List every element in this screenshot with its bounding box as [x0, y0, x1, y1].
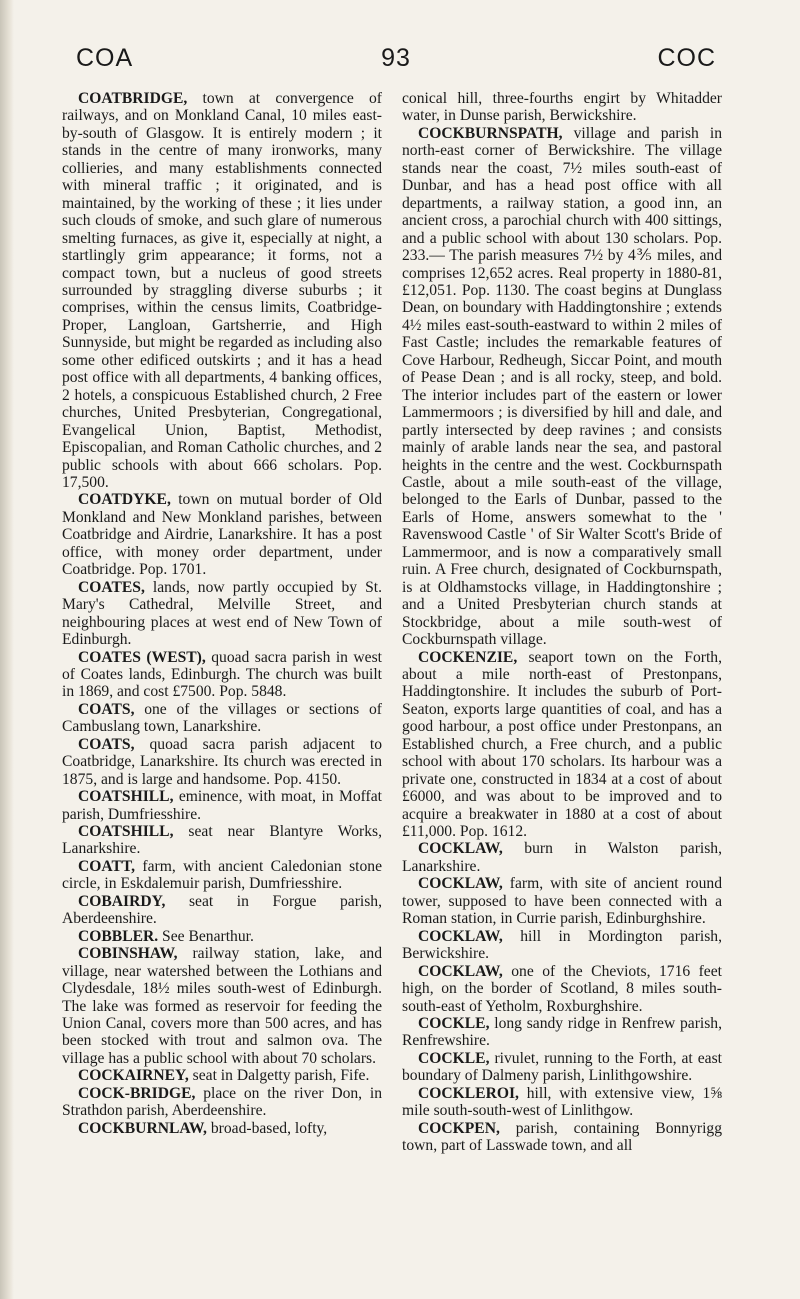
gazetteer-entry	[402, 1015, 722, 1050]
running-header	[76, 44, 716, 74]
entry-headword: COCKPEN,	[418, 1119, 500, 1137]
gazetteer-entry	[62, 858, 382, 893]
gazetteer-entry	[402, 963, 722, 1015]
entry-text: village and parish in north-east corner of Berwickshire. The village stands near the coast, 7½ miles south-east of Dunbar, and has a head post office with all departments, a railway station, a good inn, an ancient cross, a parochial church with 400 sittings, and a public school with about 130 scholars. Pop. 233.— The parish measures 7½ by 4⅗ miles, and comprises 12,652 acres. Real property in 1880-81, £12,051. Pop. 1130. The coast begins at Dunglass Dean, on boundary with Haddingtonshire ; extends 4½ miles east-south-eastward to within 2 miles of Fast Castle; includes the remarkable features of Cove Harbour, Redheugh, Siccar Point, and mouth of Pease Dean ; and is all rocky, steep, and bold. The interior includes part of the eastern or lower Lammermoors ; is diversified by hill and dale, and partly intersected by deep ravines ; and consists mainly of arable lands near the sea, and pastoral heights in the centre and the west. Cockburnspath Castle, about a mile south-east of the village, belonged to the Earls of Dunbar, passed to the Earls of Home, answers somewhat to the ' Ravenswood Castle ' of Sir Walter Scott's Bride of Lammermoor, and is now a comparatively small ruin. A Free church, designated of Cockburnspath, is at Oldhamstocks village, in Haddingtonshire ; and a United Presbyterian church stands at Stockbridge, about a mile south-west of Cockburnspath village.	[402, 124, 722, 649]
gazetteer-entry	[402, 90, 722, 125]
gazetteer-entry	[402, 875, 722, 927]
entry-headword: COATT,	[78, 857, 136, 875]
entry-headword: COCKAIRNEY,	[78, 1067, 189, 1085]
entry-text: place on the river Don, in Strathdon parish, Aberdeenshire.	[62, 1084, 382, 1120]
gazetteer-entry	[62, 928, 382, 945]
page-number: 93	[381, 44, 411, 72]
entry-text: farm, with ancient Caledonian stone circle, in Eskdalemuir parish, Dumfriesshire.	[62, 857, 382, 893]
gazetteer-entry	[402, 649, 722, 841]
entry-text: seaport town on the Forth, about a mile north-east of Prestonpans, Haddingtonshire. It includes the suburb of Port-Seaton, exports large quantities of coal, and has a good harbour, a post office under Prestonpans, an Established church, a Free church, and a public school with about 170 scholars. Its harbour was a private one, constructed in 1834 at a cost of about £6000, and was about to be improved and to acquire a breakwater in 1880 at a cost of about £11,000. Pop. 1612.	[402, 648, 722, 841]
entry-headword: COATES,	[78, 578, 145, 596]
entry-headword: COATBRIDGE,	[78, 90, 188, 107]
entry-headword: COCKLAW,	[418, 840, 503, 858]
entry-text: broad-based, lofty,	[206, 1119, 328, 1137]
gazetteer-entry	[62, 1085, 382, 1120]
entry-headword: COCKLAW,	[418, 875, 503, 893]
entry-text: railway station, lake, and village, near watershed between the Lothians and Clydesdale, 18½ miles south-west of Edinburgh. The lake was formed as reservoir for feeding the Union Canal, covers more than 500 acres, and has been stocked with trout and salmon ova. The village has a public school with about 70 scholars.	[62, 945, 382, 1067]
entry-headword: COBBLER.	[78, 927, 159, 945]
gazetteer-entry	[62, 736, 382, 788]
left-column	[62, 90, 382, 1290]
entry-text: one of the Cheviots, 1716 feet high, on the border of Scotland, 8 miles south-south-east of Yetholm, Roxburghshire.	[402, 962, 722, 1015]
entry-headword: COATSHILL,	[78, 823, 174, 841]
gazetteer-entry	[62, 649, 382, 701]
header-right-guide: COC	[657, 44, 716, 72]
gazetteer-entry	[62, 90, 382, 491]
gazetteer-entry	[62, 893, 382, 928]
entry-text: quoad sacra parish adjacent to Coatbridge, Lanarkshire. Its church was erected in 1875, and is large and handsome. Pop. 4150.	[62, 735, 382, 788]
entry-text: town at convergence of railways, and on Monkland Canal, 10 miles east-by-south of Glasgow. It is entirely modern ; it stands in the centre of many ironworks, many collieries, and many establishments connected with mineral traffic ; it originated, and is maintained, by the working of these ; it lies under such clouds of smoke, and such glare of numerous smelting furnaces, as give it, especially at night, a startlingly grim appearance; it forms, not a compact town, but a nucleus of good streets surrounded by straggling diverse suburbs ; it comprises, within the census limits, Coatbridge-Proper, Langloan, Gartsherrie, and High Sunnyside, but might be regarded as including also some other edificed outskirts ; and it has a head post office with all departments, 4 banking offices, 2 hotels, a conspicuous Established church, 2 Free churches, United Presbyterian, Congregational, Evangelical Union, Baptist, Methodist, Episcopalian, and Roman Catholic churches, and 2 public schools with about 666 scholars. Pop. 17,500.	[62, 90, 382, 491]
entry-text: lands, now partly occupied by St. Mary's Cathedral, Melville Street, and neighbouring places at west end of New Town of Edinburgh.	[62, 578, 382, 649]
entry-text: conical hill, three-fourths engirt by Whitadder water, in Dunse parish, Berwickshire.	[402, 90, 722, 125]
gazetteer-entry	[62, 1120, 382, 1137]
gazetteer-entry	[402, 1120, 722, 1155]
gazetteer-entry	[402, 125, 722, 649]
entry-headword: COCK-BRIDGE,	[78, 1084, 196, 1102]
entry-text: eminence, with moat, in Moffat parish, Dumfriesshire.	[62, 788, 382, 823]
entry-headword: COATS,	[78, 735, 135, 753]
header-left-guide: COA	[76, 44, 134, 72]
right-column	[402, 90, 722, 1290]
entry-headword: COCKBURNSPATH,	[418, 124, 563, 142]
gazetteer-entry	[402, 928, 722, 963]
book-spine-shadow	[0, 0, 14, 1299]
entry-headword: COCKLE,	[418, 1049, 490, 1067]
gazetteer-entry	[62, 579, 382, 649]
entry-headword: COATSHILL,	[78, 788, 174, 806]
entry-text: seat near Blantyre Works, Lanarkshire.	[62, 823, 382, 858]
entry-text: hill, with extensive view, 1⅝ mile south-south-west of Linlithgow.	[402, 1084, 722, 1120]
entry-headword: COATDYKE,	[78, 491, 171, 509]
entry-headword: COCKLEROI,	[418, 1084, 519, 1102]
entry-headword: COCKBURNLAW,	[78, 1119, 207, 1137]
gazetteer-entry	[402, 1050, 722, 1085]
gazetteer-entry	[402, 840, 722, 875]
gazetteer-entry	[62, 823, 382, 858]
entry-text: quoad sacra parish in west of Coates lands, Edinburgh. The church was built in 1869, and cost £7500. Pop. 5848.	[62, 648, 382, 701]
entry-headword: COCKENZIE,	[418, 648, 518, 666]
entry-text: burn in Walston parish, Lanarkshire.	[402, 840, 722, 875]
entry-text: seat in Forgue parish, Aberdeenshire.	[62, 892, 382, 928]
entry-text: rivulet, running to the Forth, at east boundary of Dalmeny parish, Linlithgowshire.	[402, 1049, 722, 1085]
gazetteer-entry	[62, 701, 382, 736]
entry-headword: COATS,	[78, 700, 135, 718]
entry-text: hill in Mordington parish, Berwickshire.	[402, 927, 722, 963]
gazetteer-entry	[62, 788, 382, 823]
gazetteer-entry	[62, 1067, 382, 1084]
entry-headword: COCKLE,	[418, 1015, 490, 1033]
entry-text: long sandy ridge in Renfrew parish, Renfrewshire.	[402, 1015, 722, 1050]
gazetteer-entry	[62, 945, 382, 1067]
entry-headword: COATES (WEST),	[78, 648, 206, 666]
entry-text: seat in Dalgetty parish, Fife.	[188, 1067, 370, 1085]
entry-text: one of the villages or sections of Cambuslang town, Lanarkshire.	[62, 700, 382, 736]
entry-headword: COBAIRDY,	[78, 892, 166, 910]
entry-text: parish, containing Bonnyrigg town, part of Lasswade town, and all	[402, 1119, 722, 1155]
entry-text: See Benarthur.	[158, 927, 254, 945]
entry-headword: COCKLAW,	[418, 962, 503, 980]
entry-text: farm, with site of ancient round tower, supposed to have been connected with a Roman station, in Currie parish, Edinburghshire.	[402, 875, 722, 928]
entry-text: town on mutual border of Old Monkland and New Monkland parishes, between Coatbridge and Airdrie, Lanarkshire. It has a post office, with money order department, under Coatbridge. Pop. 1701.	[62, 491, 382, 579]
entry-headword: COBINSHAW,	[78, 945, 178, 963]
gazetteer-entry	[62, 491, 382, 578]
gazetteer-entry	[402, 1085, 722, 1120]
entry-headword: COCKLAW,	[418, 927, 503, 945]
